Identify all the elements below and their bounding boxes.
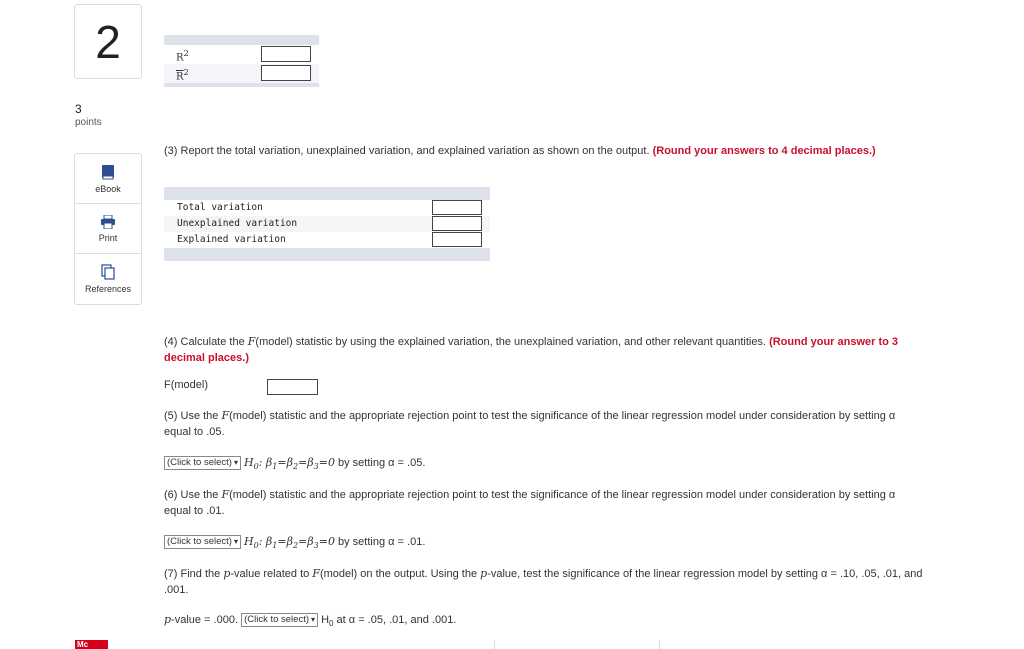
ebook-button[interactable]: [75, 154, 141, 204]
chevron-down-icon: ▾: [233, 537, 238, 547]
explained-variation-input[interactable]: [432, 232, 482, 247]
adjusted-r-squared-input[interactable]: [261, 65, 311, 81]
divider: [494, 640, 495, 649]
references-button[interactable]: [75, 254, 141, 304]
part7-instructions: (7) Find the p-value related to F(model) on the output. Using the p-value, test the significance of the linear regression model by setting α = .10, .05, .01, and .001.: [164, 567, 923, 596]
table-row: [164, 232, 490, 248]
part6-answer-line: (Click to select) ▾ $H_0$: $\beta_1=\beta_2=\beta_3=0$ by setting α = .01.: [164, 534, 425, 554]
tools-panel: [74, 153, 142, 305]
references-label: References: [84, 284, 132, 294]
question-number: 2: [95, 15, 121, 68]
chevron-down-icon: ▾: [233, 458, 238, 468]
total-variation-input[interactable]: [432, 200, 482, 215]
print-label: Print: [98, 232, 118, 243]
table-footer-bar: [164, 248, 490, 261]
divider: [659, 640, 660, 649]
part6-instructions: (6) Use the F(model) statistic and the appropriate rejection point to test the significance of the linear regression model under consideration by setting α equal to .01.: [164, 488, 896, 517]
total-variation-label: Total variation: [177, 202, 263, 213]
variation-table: [164, 187, 490, 261]
part5-select[interactable]: (Click to select) ▾: [164, 456, 241, 470]
fmodel-input[interactable]: [267, 379, 318, 395]
fmodel-label: F(model): [164, 379, 209, 391]
question-number-box: [74, 4, 142, 79]
r-squared-label: $R^2$: [176, 48, 189, 64]
book-icon: [101, 164, 115, 180]
table-row: [164, 200, 490, 216]
part7-select[interactable]: (Click to select) ▾: [241, 613, 318, 627]
chevron-down-icon: ▾: [311, 615, 316, 625]
references-icon: [101, 264, 115, 280]
unexplained-variation-label: Unexplained variation: [177, 218, 298, 229]
adjusted-r-squared-row: [164, 64, 319, 83]
part4-instructions: (4) Calculate the F(model) statistic by using the explained variation, the unexplained variation, and other relevant quantities. (Round your answer to 3 decimal places.): [164, 335, 899, 364]
table-row: [164, 216, 490, 232]
table-footer-bar: [164, 83, 319, 87]
r-squared-input[interactable]: [261, 46, 311, 62]
print-button[interactable]: [75, 204, 141, 254]
r-squared-row: [164, 45, 319, 64]
explained-variation-label: Explained variation: [177, 234, 286, 245]
part7-answer-line: p-value = .000. (Click to select) ▾ $H_0$ at α = .05, .01, and .001.: [164, 613, 457, 629]
part3-instructions: (3) Report the total variation, unexplained variation, and explained variation as shown on the output. (Round your answers to 4 decimal places.): [164, 145, 876, 157]
printer-icon: [100, 215, 116, 229]
part5-answer-line: (Click to select) ▾ $H_0$: $\beta_1=\beta_2=\beta_3=0$ by setting α = .05.: [164, 455, 425, 475]
points-label: points: [75, 117, 102, 128]
adjusted-r-squared-label: $\overline{R}^2$: [176, 67, 189, 83]
hypothesis: $H_0$: $\beta_1=\beta_2=\beta_3=0$: [244, 456, 335, 472]
part6-select[interactable]: (Click to select) ▾: [164, 535, 241, 549]
hypothesis: $H_0$: $\beta_1=\beta_2=\beta_3=0$: [244, 535, 335, 551]
points-value: 3: [75, 102, 82, 116]
table-header-bar: [164, 35, 319, 45]
r-squared-table: [164, 35, 319, 87]
part5-instructions: (5) Use the F(model) statistic and the appropriate rejection point to test the significance of the linear regression model under consideration by setting α equal to .05.: [164, 409, 896, 438]
ebook-label: eBook: [95, 183, 121, 194]
mcgraw-hill-logo: Mc: [75, 640, 108, 649]
unexplained-variation-input[interactable]: [432, 216, 482, 231]
table-header-bar: [164, 187, 490, 200]
